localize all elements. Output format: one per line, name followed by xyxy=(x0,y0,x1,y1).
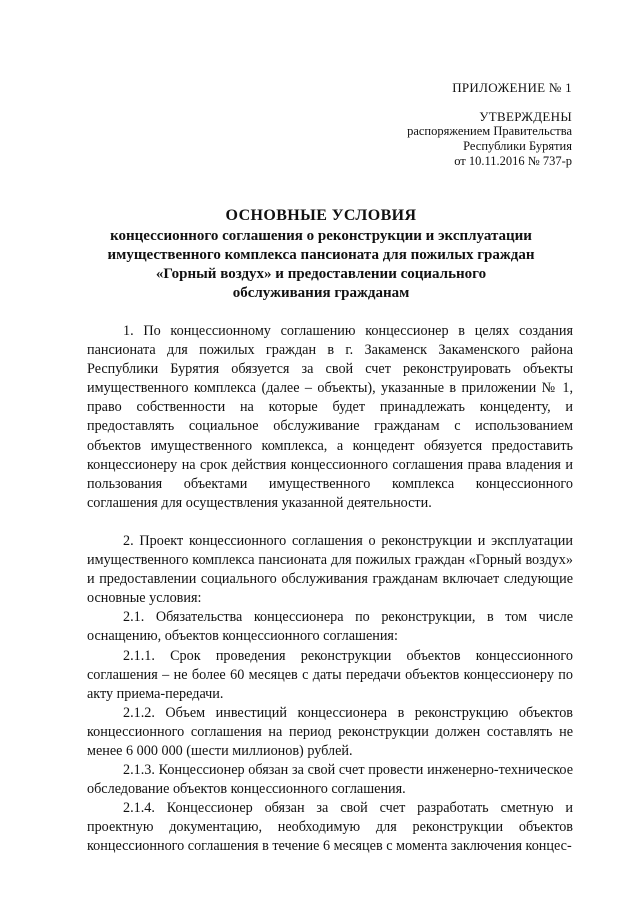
paragraph-2-1: 2.1. Обязательства концессионера по реконструкции, в том числе оснащению, объектов концессионного соглашения: xyxy=(87,609,573,645)
approved-date-number: от 10.11.2016 № 737-р xyxy=(454,154,572,168)
paragraph-2-1-2: 2.1.2. Объем инвестиций концессионера в реконструкцию объектов концессионного соглашения на период реконструкции должен составлять не менее 6 000 000 (шести миллионов) рублей. xyxy=(87,704,573,759)
title-line-3: «Горный воздух» и предоставлении социального xyxy=(155,266,487,282)
approved-by-order: распоряжением Правительства xyxy=(407,124,572,138)
approval-header xyxy=(407,80,572,169)
document-body xyxy=(87,322,573,857)
paragraph-2-1-1: 2.1.1. Срок проведения реконструкции объектов концессионного соглашения – не более 60 месяцев с даты передачи объектов концессионеру по акту приема-передачи. xyxy=(87,647,573,702)
paragraph-2-1-3: 2.1.3. Концессионер обязан за свой счет провести инженерно-техническое обследование объектов концессионного соглашения. xyxy=(87,762,573,798)
paragraph-1: 1. По концессионному соглашению концессионер в целях создания пансионата для пожилых граждан в г. Закаменск Закаменского района Республики Бурятия обязуется за свой счет реконструировать объекты имущественного комплекса (далее – объекты), указанные в приложении № 1, право собственности на которые будет принадлежать концеденту, и предоставлять социальное обслуживание гражданам с использованием объектов имущественного комплекса, а концедент обязуется предоставить концессионеру на срок действия концессионного соглашения права владения и пользования объектами имущественного комплекса концессионного соглашения для осуществления указанной деятельности. xyxy=(87,323,573,511)
paragraph-2-1-4: 2.1.4. Концессионер обязан за свой счет разработать сметную и проектную документацию, необходимую для реконструкции объектов концессионного соглашения в течение 6 месяцев с момента заключения концес- xyxy=(87,800,573,855)
title-main: ОСНОВНЫЕ УСЛОВИЯ xyxy=(225,207,417,224)
approved-republic: Республики Бурятия xyxy=(463,139,572,153)
title-line-1: концессионного соглашения о реконструкции и эксплуатации xyxy=(110,228,532,244)
appendix-label: ПРИЛОЖЕНИЕ № 1 xyxy=(452,80,572,95)
title-line-2: имущественного комплекса пансионата для пожилых граждан xyxy=(107,247,535,263)
title-line-4: обслуживания гражданам xyxy=(232,285,410,301)
document-title xyxy=(60,206,582,303)
approved-label: УТВЕРЖДЕНЫ xyxy=(479,109,572,124)
paragraph-2: 2. Проект концессионного соглашения о реконструкции и эксплуатации имущественного комплекса пансионата для пожилых граждан «Горный воздух» и предоставлении социального обслуживания гражданам включает следующие основные условия: xyxy=(87,532,573,607)
